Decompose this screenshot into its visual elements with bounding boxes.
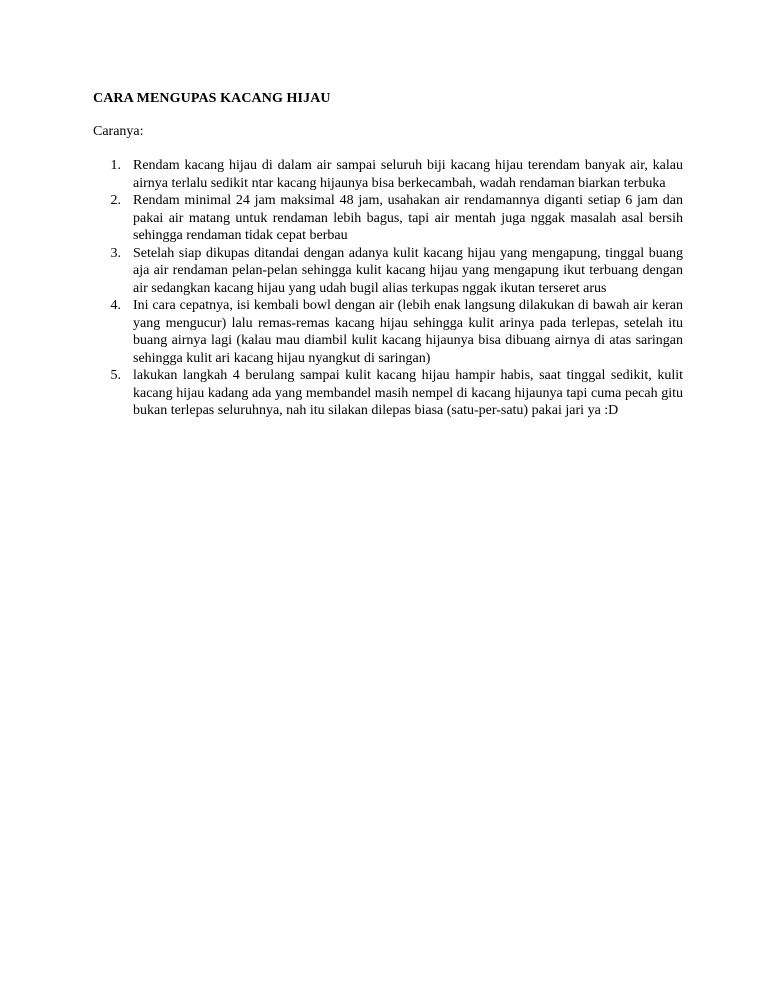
step-text: Rendam minimal 24 jam maksimal 48 jam, usahakan air rendamannya diganti setiap 6 jam dan pakai air matang untuk rendaman lebih bagus, tapi air mentah juga nggak masalah asal bersih sehingga rendaman tidak cepat berbau: [133, 193, 683, 243]
document-title: CARA MENGUPAS KACANG HIJAU: [93, 91, 331, 106]
intro-text: Caranya:: [93, 124, 144, 139]
step-number: 2.: [110, 193, 121, 208]
step-number: 1.: [110, 158, 121, 173]
step-text: Setelah siap dikupas ditandai dengan adanya kulit kacang hijau yang mengapung, tinggal buang aja air rendaman pelan-pelan sehingga kulit kacang hijau yang mengapung ikut terbuang dengan air sedangkan kacang hijau yang udah bugil alias terkupas nggak ikutan terseret arus: [133, 245, 683, 296]
list-item: [93, 367, 683, 420]
step-number: 4.: [110, 298, 121, 313]
list-item: [93, 157, 683, 192]
steps-list: [93, 157, 683, 420]
step-text: lakukan langkah 4 berulang sampai kulit kacang hijau hampir habis, saat tinggal sedikit, kulit kacang hijau kadang ada yang membandel masih nempel di kacang hijaunya tapi cuma pecah gitu bukan terlepas seluruhnya, nah itu silakan dilepas biasa (satu-per-satu) pakai jari ya :D: [133, 368, 683, 418]
step-text: Rendam kacang hijau di dalam air sampai seluruh biji kacang hijau terendam banyak air, kalau airnya terlalu sedikit ntar kacang hijaunya bisa berkecambah, wadah rendaman biarkan terbuka: [133, 158, 683, 191]
step-number: 5.: [110, 368, 121, 383]
list-item: [93, 297, 683, 367]
step-text: Ini cara cepatnya, isi kembali bowl dengan air (lebih enak langsung dilakukan di bawah air keran yang mengucur) lalu remas-remas kacang hijau sehingga kulit arinya pada terlepas, setelah itu buang airnya lagi (kalau mau diambil kulit kacang hijaunya bisa dibuang airnya di atas saringan sehingga kulit ari kacang hijau nyangkut di saringan): [133, 298, 683, 366]
list-item: [93, 245, 683, 298]
list-item: [93, 192, 683, 245]
step-number: 3.: [110, 245, 121, 261]
